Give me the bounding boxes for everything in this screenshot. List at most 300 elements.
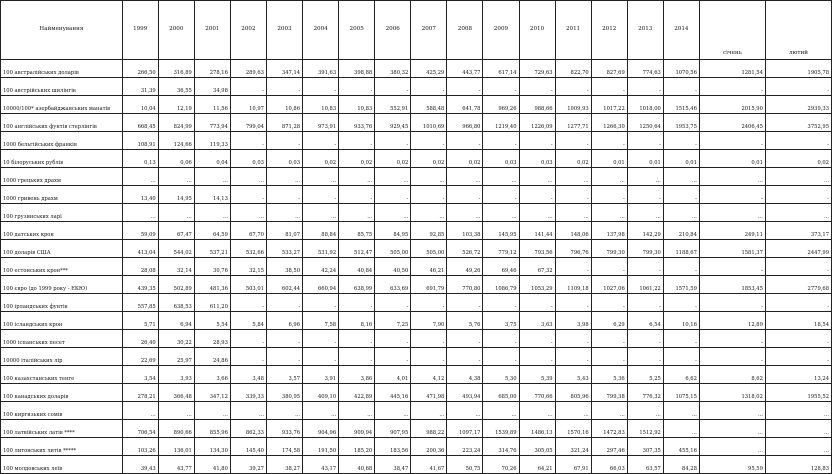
rate-cell: ... <box>230 204 266 222</box>
rate-cell: 799,38 <box>591 384 627 402</box>
rate-cell: - <box>266 294 302 312</box>
rate-cell: 641,78 <box>447 96 483 114</box>
rate-cell: - <box>519 132 555 150</box>
rate-cell: 557,85 <box>122 294 158 312</box>
rate-cell: 5,54 <box>194 312 230 330</box>
rate-cell: 969,26 <box>483 96 519 114</box>
rate-cell: 552,91 <box>375 96 411 114</box>
rate-cell: - <box>303 294 339 312</box>
rate-cell: - <box>699 294 765 312</box>
rate-cell: 25,97 <box>158 348 194 366</box>
rate-cell: 1109,18 <box>555 276 591 294</box>
table-body <box>1 60 832 474</box>
table-row <box>1 294 832 312</box>
rate-cell: - <box>519 348 555 366</box>
rate-cell: 81,07 <box>266 222 302 240</box>
rate-cell: 5,71 <box>122 312 158 330</box>
rate-cell: 95,59 <box>699 456 765 474</box>
rate-cell: - <box>339 186 375 204</box>
rate-cell: 933,76 <box>339 114 375 132</box>
rate-cell: 14,13 <box>194 186 230 204</box>
rate-cell: 3,86 <box>339 366 375 384</box>
rate-cell: 822,70 <box>555 60 591 78</box>
rate-cell: ... <box>230 168 266 186</box>
rate-cell: ... <box>699 420 765 438</box>
rate-cell: ... <box>765 438 831 456</box>
rate-cell: - <box>519 294 555 312</box>
rate-cell: 0,02 <box>303 150 339 168</box>
rate-cell: 64,59 <box>194 222 230 240</box>
rate-cell: - <box>765 78 831 96</box>
rate-cell: 34,98 <box>194 78 230 96</box>
rate-cell: 5,39 <box>519 366 555 384</box>
rate-cell: 41,80 <box>194 456 230 474</box>
rate-cell: 10,04 <box>122 96 158 114</box>
rate-cell: ... <box>699 438 765 456</box>
rate-cell: ... <box>411 168 447 186</box>
column-header-year: 2002 <box>230 1 266 60</box>
rate-cell: - <box>339 348 375 366</box>
rate-cell: ... <box>375 204 411 222</box>
rate-cell: 6,54 <box>627 312 663 330</box>
currency-name-cell: 100 австрійських шилінгів <box>1 78 123 96</box>
rate-cell: - <box>765 132 831 150</box>
rate-cell: 6,29 <box>591 312 627 330</box>
rate-cell: 24,86 <box>194 348 230 366</box>
rate-cell: 63,57 <box>627 456 663 474</box>
rate-cell: 92,85 <box>411 222 447 240</box>
rate-cell: 1219,40 <box>483 114 519 132</box>
rate-cell: 8,62 <box>699 366 765 384</box>
rate-cell: 316,89 <box>158 60 194 78</box>
rate-cell: 691,79 <box>411 276 447 294</box>
rate-cell: - <box>699 348 765 366</box>
table-row <box>1 60 832 78</box>
currency-name-cell: 100 ісландських крон <box>1 312 123 330</box>
rate-cell: 988,22 <box>411 420 447 438</box>
currency-name-cell: 10 білоруських рублів <box>1 150 123 168</box>
rate-cell: 11,56 <box>194 96 230 114</box>
rate-cell: 445,16 <box>375 384 411 402</box>
rate-cell: - <box>375 78 411 96</box>
rate-cell: 14,95 <box>158 186 194 204</box>
rate-cell: 526,72 <box>447 240 483 258</box>
rate-cell: 824,99 <box>158 114 194 132</box>
rate-cell: ... <box>122 402 158 420</box>
rate-cell: 84,95 <box>375 222 411 240</box>
rate-cell: 706,54 <box>122 420 158 438</box>
rate-cell: ... <box>158 402 194 420</box>
rate-cell: 799,04 <box>230 114 266 132</box>
rate-cell: 183,56 <box>375 438 411 456</box>
rate-cell: 148,06 <box>555 222 591 240</box>
column-header-year: 2009 <box>483 1 519 60</box>
rate-cell: - <box>230 330 266 348</box>
rate-cell: ... <box>765 402 831 420</box>
rate-cell: 531,92 <box>303 240 339 258</box>
rate-cell: 770,66 <box>519 384 555 402</box>
rate-cell: 907,95 <box>375 420 411 438</box>
table-row <box>1 222 832 240</box>
rate-cell: ... <box>627 204 663 222</box>
rate-cell: - <box>555 132 591 150</box>
rate-cell: - <box>230 348 266 366</box>
rate-cell: - <box>230 132 266 150</box>
rate-cell: 278,16 <box>194 60 230 78</box>
rate-cell: - <box>627 258 663 276</box>
rate-cell: 39,27 <box>230 456 266 474</box>
rate-cell: 0,03 <box>483 150 519 168</box>
rate-cell: 855,96 <box>194 420 230 438</box>
rate-cell: 4,38 <box>447 366 483 384</box>
rate-cell: 0,02 <box>447 150 483 168</box>
rate-cell: 455,16 <box>663 438 699 456</box>
table-row <box>1 366 832 384</box>
rate-cell: - <box>663 294 699 312</box>
rate-cell: - <box>627 132 663 150</box>
column-header-year: 2004 <box>303 1 339 60</box>
rate-cell: ... <box>519 402 555 420</box>
rate-cell: 3,75 <box>483 312 519 330</box>
rate-cell: 0,02 <box>411 150 447 168</box>
rate-cell: 409,10 <box>303 384 339 402</box>
rate-cell: 0,03 <box>230 150 266 168</box>
rate-cell: 1266,30 <box>591 114 627 132</box>
rate-cell: 223,24 <box>447 438 483 456</box>
rate-cell: 128,83 <box>765 456 831 474</box>
rate-cell: 69,46 <box>483 258 519 276</box>
rate-cell: 544,02 <box>158 240 194 258</box>
rate-cell: 773,94 <box>194 114 230 132</box>
rate-cell: 28,93 <box>194 330 230 348</box>
rate-cell: - <box>483 330 519 348</box>
rate-cell: - <box>483 132 519 150</box>
rate-cell: 2447,99 <box>765 240 831 258</box>
rate-cell: ... <box>375 168 411 186</box>
rate-cell: 64,21 <box>519 456 555 474</box>
rate-cell: 200,36 <box>411 438 447 456</box>
rate-cell: - <box>663 186 699 204</box>
rate-cell: ... <box>555 204 591 222</box>
rate-cell: - <box>375 294 411 312</box>
rate-cell: 266,50 <box>122 60 158 78</box>
table-row <box>1 132 832 150</box>
rate-cell: ... <box>266 204 302 222</box>
rate-cell: 5,76 <box>447 312 483 330</box>
rate-cell: 278,21 <box>122 384 158 402</box>
column-header-year: 2006 <box>375 1 411 60</box>
rate-cell: 422,89 <box>339 384 375 402</box>
rate-cell: - <box>765 258 831 276</box>
rate-cell: ... <box>266 168 302 186</box>
rate-cell: 38,50 <box>266 258 302 276</box>
rate-cell: 862,33 <box>230 420 266 438</box>
currency-name-cell: 100 грузинських ларі <box>1 204 123 222</box>
rate-cell: 67,32 <box>519 258 555 276</box>
table-row <box>1 168 832 186</box>
rate-cell: - <box>411 348 447 366</box>
rate-cell: 1075,15 <box>663 384 699 402</box>
rate-cell: ... <box>483 402 519 420</box>
rate-cell: 633,69 <box>375 276 411 294</box>
rate-cell: 380,32 <box>375 60 411 78</box>
rate-cell: - <box>375 132 411 150</box>
rate-cell: 5,84 <box>230 312 266 330</box>
rate-cell: 3,98 <box>555 312 591 330</box>
rate-cell: - <box>375 186 411 204</box>
rate-cell: - <box>303 132 339 150</box>
rate-cell: 1853,45 <box>699 276 765 294</box>
rate-cell: 67,91 <box>555 456 591 474</box>
rate-cell: 124,66 <box>158 132 194 150</box>
rate-cell: ... <box>411 204 447 222</box>
rate-cell: 2779,68 <box>765 276 831 294</box>
currency-name-cell: 100 датських крон <box>1 222 123 240</box>
rate-cell: ... <box>158 168 194 186</box>
rate-cell: 41,67 <box>411 456 447 474</box>
rate-cell: ... <box>519 204 555 222</box>
table-row <box>1 330 832 348</box>
rate-cell: ... <box>555 168 591 186</box>
rate-cell: 1486,13 <box>519 420 555 438</box>
rate-cell: 1226,09 <box>519 114 555 132</box>
rate-cell: 611,20 <box>194 294 230 312</box>
rate-cell: 347,12 <box>194 384 230 402</box>
rate-cell: 0,02 <box>765 150 831 168</box>
rate-cell: 191,50 <box>303 438 339 456</box>
rate-cell: 3,48 <box>230 366 266 384</box>
currency-name-cell: 100 ірландських фунтів <box>1 294 123 312</box>
rate-cell: ... <box>555 402 591 420</box>
rate-cell: - <box>411 186 447 204</box>
rate-cell: - <box>555 348 591 366</box>
rate-cell: ... <box>194 402 230 420</box>
table-row <box>1 276 832 294</box>
rate-cell: ... <box>230 402 266 420</box>
rate-cell: - <box>627 330 663 348</box>
rate-cell: - <box>663 258 699 276</box>
currency-name-cell: 100 киргизьких сомів <box>1 402 123 420</box>
rate-cell: - <box>627 294 663 312</box>
rate-cell: - <box>765 330 831 348</box>
rate-cell: 347,14 <box>266 60 302 78</box>
rate-cell: 638,99 <box>339 276 375 294</box>
rate-cell: 366,48 <box>158 384 194 402</box>
rate-cell: - <box>266 186 302 204</box>
table-row <box>1 150 832 168</box>
rate-cell: - <box>447 186 483 204</box>
rate-cell: 145,40 <box>230 438 266 456</box>
rate-cell: 973,91 <box>303 114 339 132</box>
rate-cell: 413,04 <box>122 240 158 258</box>
rate-cell: 1539,89 <box>483 420 519 438</box>
table-row <box>1 348 832 366</box>
rate-cell: ... <box>447 204 483 222</box>
rate-cell: - <box>447 348 483 366</box>
rate-cell: 134,30 <box>194 438 230 456</box>
rate-cell: 481,36 <box>194 276 230 294</box>
currency-name-cell: 10000 італійських лір <box>1 348 123 366</box>
table-row <box>1 420 832 438</box>
rate-cell: ... <box>591 204 627 222</box>
rate-cell: 210,84 <box>663 222 699 240</box>
rate-cell: 0,02 <box>555 150 591 168</box>
rate-cell: 668,45 <box>122 114 158 132</box>
rate-cell: - <box>266 330 302 348</box>
rate-cell: 1472,83 <box>591 420 627 438</box>
table-row <box>1 456 832 474</box>
rate-cell: - <box>591 78 627 96</box>
rate-cell: - <box>591 258 627 276</box>
column-header-month: січень <box>699 1 765 60</box>
rate-cell: 18,54 <box>765 312 831 330</box>
rate-cell: 3,66 <box>194 366 230 384</box>
currency-name-cell: 100 доларів США <box>1 240 123 258</box>
rate-cell: 1053,29 <box>519 276 555 294</box>
column-header-name: Найменування <box>1 1 123 60</box>
rate-cell: 46,21 <box>411 258 447 276</box>
rate-cell: 391,63 <box>303 60 339 78</box>
rate-cell: 66,03 <box>591 456 627 474</box>
rate-cell: ... <box>663 402 699 420</box>
rate-cell: ... <box>519 168 555 186</box>
rate-cell: 638,53 <box>158 294 194 312</box>
table-row <box>1 96 832 114</box>
rate-cell: 249,11 <box>699 222 765 240</box>
rate-cell: - <box>483 78 519 96</box>
rate-cell: 3752,95 <box>765 114 831 132</box>
rate-cell: 297,46 <box>591 438 627 456</box>
rate-cell: - <box>627 78 663 96</box>
rate-cell: 1318,02 <box>699 384 765 402</box>
rate-cell: - <box>591 186 627 204</box>
rate-cell: 67,70 <box>230 222 266 240</box>
table-row <box>1 384 832 402</box>
rate-cell: 339,33 <box>230 384 266 402</box>
rate-cell: ... <box>591 168 627 186</box>
rate-cell: 380,95 <box>266 384 302 402</box>
header-row <box>1 1 832 60</box>
rate-cell: 1515,46 <box>663 96 699 114</box>
rate-cell: 85,75 <box>339 222 375 240</box>
rate-cell: ... <box>303 204 339 222</box>
rate-cell: 0,02 <box>375 150 411 168</box>
rate-cell: 314,76 <box>483 438 519 456</box>
currency-name-cell: 1000 іспанських песет <box>1 330 123 348</box>
rate-cell: - <box>555 330 591 348</box>
rate-cell: 88,84 <box>303 222 339 240</box>
column-header-year: 2007 <box>411 1 447 60</box>
rate-cell: ... <box>411 402 447 420</box>
rate-cell: 307,35 <box>627 438 663 456</box>
rate-cell: 8,16 <box>339 312 375 330</box>
rate-cell: 321,24 <box>555 438 591 456</box>
rate-cell: 533,27 <box>266 240 302 258</box>
rate-cell: 43,77 <box>158 456 194 474</box>
rate-cell: ... <box>339 402 375 420</box>
rate-cell: 933,76 <box>266 420 302 438</box>
rate-cell: 31,39 <box>122 78 158 96</box>
rate-cell: - <box>266 348 302 366</box>
rate-cell: 3,54 <box>122 366 158 384</box>
rate-cell: 537,21 <box>194 240 230 258</box>
rate-cell: 0,01 <box>627 150 663 168</box>
rate-cell: 799,30 <box>627 240 663 258</box>
rate-cell: - <box>699 78 765 96</box>
rate-cell: 10,83 <box>303 96 339 114</box>
rate-cell: - <box>591 348 627 366</box>
rate-cell: 7,90 <box>411 312 447 330</box>
rate-cell: 10,97 <box>230 96 266 114</box>
rate-cell: ... <box>663 168 699 186</box>
rate-cell: - <box>230 294 266 312</box>
rate-cell: 1277,71 <box>555 114 591 132</box>
column-header-year: 2008 <box>447 1 483 60</box>
rate-cell: 0,13 <box>122 150 158 168</box>
rate-cell: 1018,00 <box>627 96 663 114</box>
rate-cell: 0,06 <box>158 150 194 168</box>
rate-cell: 136,01 <box>158 438 194 456</box>
rate-cell: - <box>699 258 765 276</box>
rate-cell: 443,77 <box>447 60 483 78</box>
rate-cell: 770,80 <box>447 276 483 294</box>
rate-cell: 13,24 <box>765 366 831 384</box>
rate-cell: 137,98 <box>591 222 627 240</box>
rate-cell: 1061,22 <box>627 276 663 294</box>
rate-cell: 36,55 <box>158 78 194 96</box>
currency-name-cell: 100 молдовських леїв <box>1 456 123 474</box>
rate-cell: 5,25 <box>627 366 663 384</box>
rate-cell: 12,19 <box>158 96 194 114</box>
rate-cell: ... <box>339 204 375 222</box>
currency-name-cell: 100 латвійських латів **** <box>1 420 123 438</box>
rate-cell: - <box>765 186 831 204</box>
currency-name-cell: 1000 бельгійських франків <box>1 132 123 150</box>
rate-cell: 142,29 <box>627 222 663 240</box>
rate-cell: - <box>591 294 627 312</box>
rate-cell: - <box>555 258 591 276</box>
rate-cell: 503,01 <box>230 276 266 294</box>
rate-cell: 827,69 <box>591 60 627 78</box>
rate-cell: 779,12 <box>483 240 519 258</box>
rate-cell: 40,84 <box>339 258 375 276</box>
rate-cell: 439,35 <box>122 276 158 294</box>
rate-cell: 119,33 <box>194 132 230 150</box>
currency-name-cell: 100 англійських фунтів стерлінгів <box>1 114 123 132</box>
rate-cell: - <box>627 186 663 204</box>
rate-cell: 10,83 <box>339 96 375 114</box>
currency-name-cell: 100 казахстанських тенге <box>1 366 123 384</box>
rate-cell: 59,09 <box>122 222 158 240</box>
rate-cell: - <box>765 294 831 312</box>
column-header-year: 2003 <box>266 1 302 60</box>
rate-cell: ... <box>483 168 519 186</box>
rate-cell: ... <box>122 168 158 186</box>
rate-cell: 22,69 <box>122 348 158 366</box>
rate-cell: 1281,54 <box>699 60 765 78</box>
rate-cell: ... <box>303 168 339 186</box>
rate-cell: 2939,33 <box>765 96 831 114</box>
rate-cell: - <box>339 132 375 150</box>
rate-cell: 1250,64 <box>627 114 663 132</box>
rate-cell: 6,96 <box>266 312 302 330</box>
rate-cell: 145,95 <box>483 222 519 240</box>
rate-cell: ... <box>591 402 627 420</box>
rate-cell: - <box>663 348 699 366</box>
rate-cell: 1017,22 <box>591 96 627 114</box>
rate-cell: - <box>765 348 831 366</box>
rate-cell: 0,03 <box>266 150 302 168</box>
